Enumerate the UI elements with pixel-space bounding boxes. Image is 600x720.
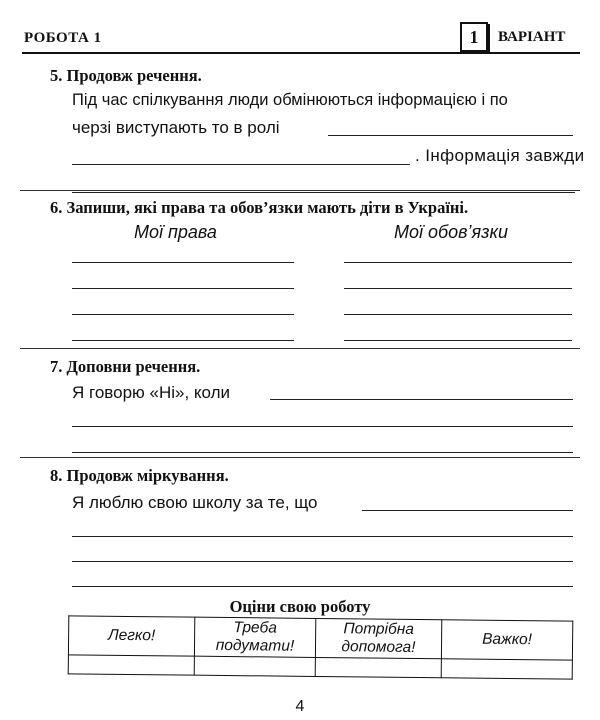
section-divider [20, 457, 580, 458]
self-assessment-table [68, 615, 574, 679]
rating-mark-cell[interactable] [315, 657, 441, 677]
duties-answer-line[interactable] [344, 262, 572, 263]
duties-answer-line[interactable] [344, 288, 572, 289]
duties-answer-line[interactable] [344, 314, 572, 315]
self-assessment-title: Оціни свою роботу [229, 597, 371, 616]
section-divider [20, 190, 580, 191]
task-7-text-line-1: Я говорю «Ні», коли [72, 383, 231, 402]
rating-mark-cell[interactable] [441, 659, 572, 679]
task-5-text-line-2: черзі виступають то в ролі [72, 118, 280, 137]
section-divider [20, 348, 580, 349]
variant-label: ВАРІАНТ [498, 29, 566, 45]
task-7 [50, 357, 575, 457]
task-6-heading: 6. Запиши, які права та обов’язки мають діти в Україні. [50, 198, 469, 217]
rating-mark-cell[interactable] [68, 655, 194, 675]
rights-answer-line[interactable] [72, 262, 294, 263]
rating-option-hard: Важко! [441, 620, 572, 660]
task-8 [50, 466, 575, 591]
task-5 [50, 66, 585, 191]
page-header [22, 22, 580, 54]
task-5-text-line-1: Під час спілкування люди обмінюються інформацією і по [72, 91, 508, 109]
task-8-heading: 8. Продовж міркування. [50, 466, 229, 485]
rating-option-help: Потрібна допомога! [315, 618, 441, 658]
rights-answer-line[interactable] [72, 288, 294, 289]
task-5-heading: 5. Продовж речення. [50, 66, 202, 85]
answer-line[interactable] [72, 536, 573, 537]
rating-mark-cell[interactable] [194, 656, 315, 676]
variant-number-box: 1 [460, 22, 488, 52]
work-title: РОБОТА 1 [24, 30, 102, 46]
answer-line[interactable] [72, 452, 573, 453]
duties-answer-line[interactable] [344, 340, 572, 341]
rights-answer-line[interactable] [72, 314, 294, 315]
task-6 [50, 198, 575, 348]
task-8-text-line-1: Я люблю свою школу за те, що [72, 493, 318, 512]
rights-answer-line[interactable] [72, 340, 294, 341]
page-number: 4 [295, 698, 305, 715]
answer-line[interactable] [72, 561, 573, 562]
answer-line[interactable] [72, 586, 573, 587]
task-5-text-line-3: . Інформація завжди [415, 146, 585, 165]
answer-line[interactable] [72, 426, 573, 427]
answer-line[interactable] [328, 135, 573, 136]
answer-line[interactable] [270, 399, 573, 400]
rating-option-think: Треба подумати! [194, 617, 315, 657]
rights-column-title: Мої права [134, 222, 217, 242]
answer-line[interactable] [72, 192, 575, 193]
answer-line[interactable] [72, 164, 410, 165]
rating-option-easy: Легко! [68, 616, 194, 656]
task-7-heading: 7. Доповни речення. [50, 357, 201, 376]
duties-column-title: Мої обов’язки [394, 222, 509, 242]
answer-line[interactable] [362, 510, 573, 511]
